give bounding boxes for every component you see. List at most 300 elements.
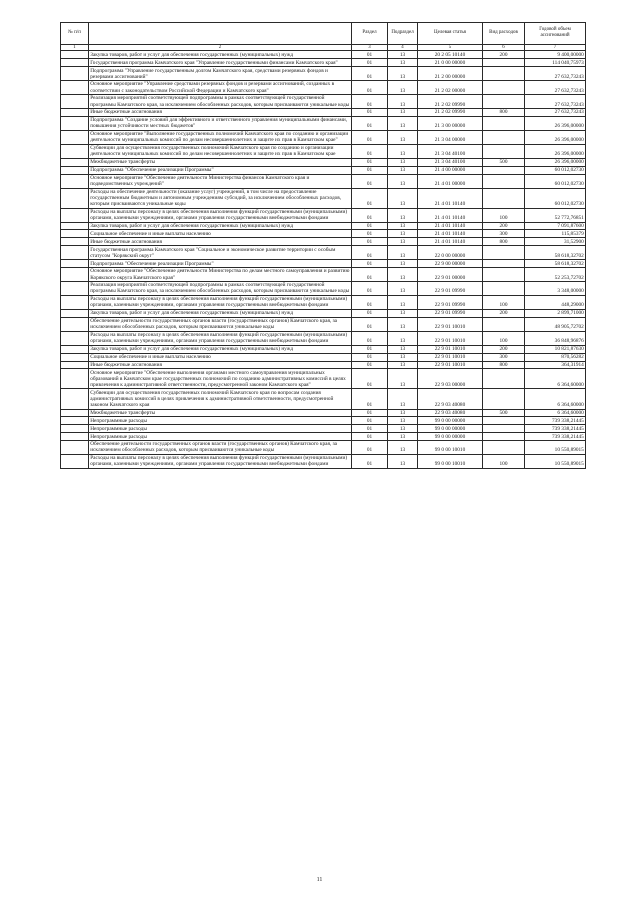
row-target-article-cell: 21 4 01 10140 — [418, 238, 483, 246]
column-number: 5 — [418, 44, 483, 51]
row-name-cell: Основное мероприятие "Управление средствами резервных фондов и резервами ассигнований, созданных в соответствии с законодательством Российской Федерации и Камчатского края" — [89, 81, 352, 95]
row-expense-type-cell — [483, 67, 525, 81]
table-row — [61, 409, 586, 417]
row-name-cell: Реализация мероприятий соответствующей подпрограммы в рамках соответствующей государственной программы Камчатского края, за исключением обособленных расходов, которым присваиваются уникальные коды — [89, 282, 352, 296]
row-name-cell: Подпрограмма "Создание условий для эффективного и ответственного управления муниципальными финансами, повышения устойчивости местных бюджетов" — [89, 116, 352, 130]
row-expense-type-cell: 200 — [483, 51, 525, 59]
table-row — [61, 331, 586, 345]
row-podrazdel-cell: 13 — [388, 67, 418, 81]
table-row — [61, 208, 586, 222]
row-target-article-cell: 22 9 00 00000 — [418, 260, 483, 268]
row-podrazdel-cell: 13 — [388, 433, 418, 441]
row-number-cell — [61, 81, 89, 95]
row-number-cell — [61, 441, 89, 455]
row-number-cell — [61, 67, 89, 81]
row-name-cell: Подпрограмма "Управление государственным долгом Камчатского края, средствами резервных фондов и резервами ассигнований" — [89, 67, 352, 81]
row-name-cell: Социальное обеспечение и иные выплаты населению — [89, 230, 352, 238]
table-row — [61, 317, 586, 331]
row-expense-type-cell — [483, 433, 525, 441]
row-podrazdel-cell: 13 — [388, 389, 418, 409]
header-name — [89, 23, 352, 45]
row-target-article-cell: 22 9 01 09990 — [418, 309, 483, 317]
table-row — [61, 282, 586, 296]
row-target-article-cell: 22 9 01 00000 — [418, 268, 483, 282]
row-name-cell: Закупка товаров, работ и услуг для обеспечения государственных (муниципальных) нужд — [89, 51, 352, 59]
table-row — [61, 309, 586, 317]
table-row — [61, 454, 586, 468]
row-razdel-cell: 01 — [352, 144, 388, 158]
row-razdel-cell: 01 — [352, 331, 388, 345]
row-expense-type-cell — [483, 441, 525, 455]
row-number-cell — [61, 268, 89, 282]
row-razdel-cell: 01 — [352, 81, 388, 95]
row-expense-type-cell — [483, 369, 525, 389]
row-sum-cell: 10 550,89015 — [525, 441, 586, 455]
column-number: 4 — [388, 44, 418, 51]
row-razdel-cell: 01 — [352, 51, 388, 59]
row-razdel-cell: 01 — [352, 166, 388, 174]
row-podrazdel-cell: 13 — [388, 425, 418, 433]
row-number-cell — [61, 425, 89, 433]
row-sum-cell: 31,52900 — [525, 238, 586, 246]
row-razdel-cell: 01 — [352, 454, 388, 468]
row-target-article-cell: 22 9 01 10010 — [418, 353, 483, 361]
column-number: 7 — [525, 44, 586, 51]
table-row — [61, 59, 586, 67]
row-name-cell: Государственная программа Камчатского края "Управление государственными финансами Камчатского края" — [89, 59, 352, 67]
row-expense-type-cell: 500 — [483, 409, 525, 417]
row-razdel-cell: 01 — [352, 361, 388, 369]
row-sum-cell: 36 848,96876 — [525, 331, 586, 345]
row-name-cell: Субвенции для осуществления государственных полномочий Камчатского края по вопросам создания административных комиссий в целях привлечения к административной ответственности, предусмотренной законом Камчатского края — [89, 389, 352, 409]
row-sum-cell: 6 364,60000 — [525, 389, 586, 409]
row-expense-type-cell: 100 — [483, 454, 525, 468]
row-expense-type-cell — [483, 425, 525, 433]
table-row — [61, 345, 586, 353]
row-expense-type-cell: 800 — [483, 238, 525, 246]
row-sum-cell: 7 091,87600 — [525, 222, 586, 230]
row-number-cell — [61, 246, 89, 260]
row-sum-cell: 9 400,00000 — [525, 51, 586, 59]
row-name-cell: Подпрограмма "Обеспечение реализации Программы" — [89, 166, 352, 174]
row-target-article-cell: 21 3 04 40100 — [418, 144, 483, 158]
row-target-article-cell: 21 2 02 00000 — [418, 81, 483, 95]
row-target-article-cell: 21 4 01 10140 — [418, 208, 483, 222]
row-sum-cell: 10 550,89015 — [525, 454, 586, 468]
row-sum-cell: 27 632,73243 — [525, 81, 586, 95]
row-razdel-cell: 01 — [352, 116, 388, 130]
row-name-cell: Закупка товаров, работ и услуг для обеспечения государственных (муниципальных) нужд — [89, 309, 352, 317]
row-razdel-cell: 01 — [352, 188, 388, 208]
row-name-cell: Иные бюджетные ассигнования — [89, 361, 352, 369]
row-sum-cell: 58 618,32702 — [525, 246, 586, 260]
row-sum-cell: 58 618,32702 — [525, 260, 586, 268]
row-razdel-cell: 01 — [352, 309, 388, 317]
table-row — [61, 130, 586, 144]
row-sum-cell: 448,29000 — [525, 295, 586, 309]
row-razdel-cell: 01 — [352, 317, 388, 331]
row-number-cell — [61, 208, 89, 222]
table-row — [61, 116, 586, 130]
row-podrazdel-cell: 13 — [388, 238, 418, 246]
row-razdel-cell: 01 — [352, 158, 388, 166]
table-row — [61, 246, 586, 260]
row-podrazdel-cell: 13 — [388, 309, 418, 317]
row-number-cell — [61, 158, 89, 166]
row-target-article-cell: 21 3 00 00000 — [418, 116, 483, 130]
row-razdel-cell: 01 — [352, 222, 388, 230]
row-expense-type-cell — [483, 282, 525, 296]
row-number-cell — [61, 454, 89, 468]
row-podrazdel-cell: 13 — [388, 295, 418, 309]
row-expense-type-cell — [483, 417, 525, 425]
row-target-article-cell: 21 4 01 10140 — [418, 188, 483, 208]
row-razdel-cell: 01 — [352, 417, 388, 425]
row-expense-type-cell — [483, 59, 525, 67]
row-expense-type-cell: 800 — [483, 361, 525, 369]
row-podrazdel-cell: 13 — [388, 345, 418, 353]
row-number-cell — [61, 166, 89, 174]
row-number-cell — [61, 260, 89, 268]
row-number-cell — [61, 369, 89, 389]
row-target-article-cell: 99 0 00 10010 — [418, 441, 483, 455]
row-target-article-cell: 21 2 02 09990 — [418, 95, 483, 109]
row-podrazdel-cell: 13 — [388, 208, 418, 222]
row-number-cell — [61, 309, 89, 317]
row-sum-cell: 6 364,60000 — [525, 409, 586, 417]
row-name-cell: Закупка товаров, работ и услуг для обеспечения государственных (муниципальных) нужд — [89, 345, 352, 353]
row-podrazdel-cell: 13 — [388, 353, 418, 361]
row-expense-type-cell: 300 — [483, 230, 525, 238]
budget-table-sheet — [60, 22, 585, 469]
row-name-cell: Расходы на выплаты персоналу в целях обеспечения выполнения функций государственными (муниципальными) органами, казенными учреждениями, органами управления государственными внебюджетными фондами — [89, 454, 352, 468]
table-row — [61, 361, 586, 369]
row-razdel-cell: 01 — [352, 95, 388, 109]
row-name-cell: Социальное обеспечение и иные выплаты населению — [89, 353, 352, 361]
row-name-cell: Основное мероприятие "Обеспечение деятельности Министерства по делам местного самоуправления и развитию Корякского округа Камчатского края" — [89, 268, 352, 282]
table-row — [61, 67, 586, 81]
table-row — [61, 238, 586, 246]
row-target-article-cell: 22 9 01 10010 — [418, 331, 483, 345]
row-target-article-cell: 99 0 00 00000 — [418, 425, 483, 433]
row-name-cell: Подпрограмма "Обеспечение реализации Программы" — [89, 260, 352, 268]
row-target-article-cell: 21 4 00 00000 — [418, 166, 483, 174]
table-row — [61, 417, 586, 425]
row-name-cell: Межбюджетные трансферты — [89, 158, 352, 166]
row-target-article-cell: 22 9 01 09990 — [418, 282, 483, 296]
row-target-article-cell: 22 9 03 40080 — [418, 389, 483, 409]
header-row — [61, 23, 586, 45]
row-number-cell — [61, 331, 89, 345]
column-number-row — [61, 44, 586, 51]
table-row — [61, 95, 586, 109]
row-razdel-cell: 01 — [352, 441, 388, 455]
row-podrazdel-cell: 13 — [388, 331, 418, 345]
table-row — [61, 268, 586, 282]
table-row — [61, 174, 586, 188]
row-target-article-cell: 99 0 00 00000 — [418, 417, 483, 425]
row-expense-type-cell — [483, 144, 525, 158]
row-expense-type-cell: 200 — [483, 222, 525, 230]
budget-table — [60, 22, 586, 469]
row-expense-type-cell: 300 — [483, 353, 525, 361]
row-podrazdel-cell: 13 — [388, 174, 418, 188]
row-target-article-cell: 22 9 01 10010 — [418, 345, 483, 353]
row-podrazdel-cell: 13 — [388, 158, 418, 166]
row-expense-type-cell: 200 — [483, 345, 525, 353]
row-sum-cell: 27 632,73243 — [525, 95, 586, 109]
row-podrazdel-cell: 13 — [388, 230, 418, 238]
row-expense-type-cell — [483, 95, 525, 109]
row-sum-cell: 26 396,00000 — [525, 130, 586, 144]
row-podrazdel-cell: 13 — [388, 95, 418, 109]
row-name-cell: Обеспечение деятельности государственных органов власти (государственных органов) Камчатского края, за исключением обособленных расходов, которым присваиваются уникальные коды — [89, 317, 352, 331]
row-name-cell: Непрограммные расходы — [89, 425, 352, 433]
row-razdel-cell: 01 — [352, 230, 388, 238]
page-number: 11 — [316, 877, 323, 883]
row-number-cell — [61, 317, 89, 331]
row-name-cell: Государственная программа Камчатского края "Социальное и экономическое развитие территории с особым статусом "Корякский округ" — [89, 246, 352, 260]
row-name-cell: Расходы на выплаты персоналу в целях обеспечения выполнения функций государственными (муниципальными) органами, казенными учреждениями, органами управления государственными внебюджетными фондами — [89, 295, 352, 309]
row-razdel-cell: 01 — [352, 282, 388, 296]
row-podrazdel-cell: 13 — [388, 246, 418, 260]
row-razdel-cell: 01 — [352, 268, 388, 282]
row-sum-cell: 739 338,21445 — [525, 425, 586, 433]
header-annual-volume: Годовой объем ассигнований — [525, 23, 586, 45]
row-expense-type-cell: 100 — [483, 208, 525, 222]
row-number-cell — [61, 230, 89, 238]
row-razdel-cell: 01 — [352, 260, 388, 268]
row-target-article-cell: 21 4 01 10140 — [418, 222, 483, 230]
row-podrazdel-cell: 13 — [388, 282, 418, 296]
row-sum-cell: 60 012,02730 — [525, 174, 586, 188]
row-number-cell — [61, 144, 89, 158]
row-sum-cell: 870,56282 — [525, 353, 586, 361]
row-number-cell — [61, 59, 89, 67]
row-target-article-cell: 21 3 04 00000 — [418, 130, 483, 144]
column-number: 2 — [89, 44, 352, 51]
row-number-cell — [61, 345, 89, 353]
row-expense-type-cell — [483, 174, 525, 188]
row-number-cell — [61, 116, 89, 130]
row-sum-cell: 48 905,72702 — [525, 317, 586, 331]
row-podrazdel-cell: 13 — [388, 317, 418, 331]
row-number-cell — [61, 174, 89, 188]
table-row — [61, 369, 586, 389]
column-number: 3 — [352, 44, 388, 51]
row-podrazdel-cell: 13 — [388, 166, 418, 174]
row-target-article-cell: 99 0 00 00000 — [418, 433, 483, 441]
row-razdel-cell: 01 — [352, 433, 388, 441]
row-name-cell: Непрограммные расходы — [89, 433, 352, 441]
row-name-cell: Расходы на выплаты персоналу в целях обеспечения выполнения функций государственными (муниципальными) органами, казенными учреждениями, органами управления государственными внебюджетными фондами — [89, 331, 352, 345]
row-expense-type-cell — [483, 268, 525, 282]
row-target-article-cell: 21 4 01 00000 — [418, 174, 483, 188]
row-expense-type-cell — [483, 81, 525, 95]
table-row — [61, 230, 586, 238]
row-razdel-cell: 01 — [352, 208, 388, 222]
table-row — [61, 353, 586, 361]
row-target-article-cell: 22 9 03 40080 — [418, 409, 483, 417]
row-expense-type-cell: 800 — [483, 109, 525, 117]
table-row — [61, 389, 586, 409]
row-expense-type-cell — [483, 317, 525, 331]
table-body — [61, 51, 586, 469]
row-razdel-cell: 01 — [352, 238, 388, 246]
row-podrazdel-cell: 13 — [388, 144, 418, 158]
row-razdel-cell: 01 — [352, 59, 388, 67]
row-target-article-cell: 22 9 01 10010 — [418, 361, 483, 369]
row-expense-type-cell — [483, 116, 525, 130]
row-expense-type-cell — [483, 166, 525, 174]
row-podrazdel-cell: 13 — [388, 222, 418, 230]
row-razdel-cell: 01 — [352, 130, 388, 144]
row-number-cell — [61, 417, 89, 425]
table-row — [61, 260, 586, 268]
row-sum-cell: 27 632,73243 — [525, 67, 586, 81]
table-row — [61, 441, 586, 455]
row-number-cell — [61, 95, 89, 109]
row-name-cell: Межбюджетные трансферты — [89, 409, 352, 417]
row-podrazdel-cell: 13 — [388, 109, 418, 117]
header-razdel: Раздел — [352, 23, 388, 45]
row-podrazdel-cell: 13 — [388, 369, 418, 389]
row-name-cell: Расходы на выплаты персоналу в целях обеспечения выполнения функций государственными (муниципальными) органами, казенными учреждениями, органами управления государственными внебюджетными фондами — [89, 208, 352, 222]
row-number-cell — [61, 130, 89, 144]
row-sum-cell: 60 012,02730 — [525, 188, 586, 208]
row-number-cell — [61, 433, 89, 441]
row-expense-type-cell: 500 — [483, 158, 525, 166]
row-expense-type-cell — [483, 246, 525, 260]
row-number-cell — [61, 361, 89, 369]
row-podrazdel-cell: 13 — [388, 441, 418, 455]
row-name-cell: Основное мероприятие "Обеспечение деятельности Министерства финансов Камчатского края и подведомственных учреждений" — [89, 174, 352, 188]
row-name-cell: Основное мероприятие "Обеспечение выполнения органами местного самоуправления муниципальных образований в Камчатском крае государственных полномочий по созданию административных комиссий в целях привлечения к административной ответственности, предусмотренной законом Камчатского края" — [89, 369, 352, 389]
row-target-article-cell: 21 2 02 09990 — [418, 109, 483, 117]
row-number-cell — [61, 409, 89, 417]
table-row — [61, 295, 586, 309]
row-sum-cell: 52 253,72702 — [525, 268, 586, 282]
row-name-cell: Обеспечение деятельности государственных органов власти (государственных органов) Камчатского края, за исключением обособленных расходов, которым присваиваются уникальные коды — [89, 441, 352, 455]
table-row — [61, 433, 586, 441]
table-row — [61, 158, 586, 166]
row-sum-cell: 2 899,71000 — [525, 309, 586, 317]
row-number-cell — [61, 238, 89, 246]
table-row — [61, 109, 586, 117]
column-number: 1 — [61, 44, 89, 51]
row-expense-type-cell — [483, 188, 525, 208]
row-number-cell — [61, 389, 89, 409]
table-row — [61, 51, 586, 59]
row-podrazdel-cell: 13 — [388, 81, 418, 95]
row-number-cell — [61, 222, 89, 230]
table-row — [61, 222, 586, 230]
column-number: 6 — [483, 44, 525, 51]
row-razdel-cell: 01 — [352, 109, 388, 117]
row-sum-cell: 27 632,73243 — [525, 109, 586, 117]
row-expense-type-cell: 100 — [483, 295, 525, 309]
row-target-article-cell: 99 0 00 10010 — [418, 454, 483, 468]
row-sum-cell: 6 364,60000 — [525, 369, 586, 389]
row-sum-cell: 52 772,76851 — [525, 208, 586, 222]
row-number-cell — [61, 282, 89, 296]
row-razdel-cell: 01 — [352, 409, 388, 417]
header-podrazdel: Подраздел — [388, 23, 418, 45]
row-sum-cell: 115,85379 — [525, 230, 586, 238]
header-number: № п/п — [61, 23, 89, 45]
row-name-cell: Непрограммные расходы — [89, 417, 352, 425]
row-number-cell — [61, 295, 89, 309]
row-name-cell: Закупка товаров, работ и услуг для обеспечения государственных (муниципальных) нужд — [89, 222, 352, 230]
row-podrazdel-cell: 13 — [388, 51, 418, 59]
row-target-article-cell: 22 0 00 00000 — [418, 246, 483, 260]
row-sum-cell: 60 012,02730 — [525, 166, 586, 174]
row-podrazdel-cell: 13 — [388, 116, 418, 130]
row-podrazdel-cell: 13 — [388, 260, 418, 268]
row-sum-cell: 739 338,21445 — [525, 417, 586, 425]
row-razdel-cell: 01 — [352, 67, 388, 81]
row-name-cell: Иные бюджетные ассигнования — [89, 238, 352, 246]
row-razdel-cell: 01 — [352, 246, 388, 260]
row-sum-cell: 26 396,00000 — [525, 158, 586, 166]
row-razdel-cell: 01 — [352, 389, 388, 409]
row-sum-cell: 26 396,00000 — [525, 116, 586, 130]
row-expense-type-cell — [483, 260, 525, 268]
row-name-cell: Иные бюджетные ассигнования — [89, 109, 352, 117]
row-podrazdel-cell: 13 — [388, 454, 418, 468]
row-name-cell: Расходы на обеспечение деятельности (оказание услуг) учреждений, в том числе на предоставление государственным бюджетным и автономным учреждениям субсидий, за исключением обособленных расходов, которым присваиваются уникальные коды — [89, 188, 352, 208]
table-row — [61, 166, 586, 174]
row-number-cell — [61, 109, 89, 117]
row-podrazdel-cell: 13 — [388, 59, 418, 67]
row-target-article-cell: 22 9 03 00000 — [418, 369, 483, 389]
row-number-cell — [61, 353, 89, 361]
row-target-article-cell: 20 2 05 10140 — [418, 51, 483, 59]
header-target-article: Целевая статья — [418, 23, 483, 45]
row-target-article-cell: 21 4 01 10140 — [418, 230, 483, 238]
row-expense-type-cell: 200 — [483, 309, 525, 317]
row-sum-cell: 26 396,00000 — [525, 144, 586, 158]
row-razdel-cell: 01 — [352, 174, 388, 188]
row-expense-type-cell — [483, 389, 525, 409]
row-razdel-cell: 01 — [352, 353, 388, 361]
row-podrazdel-cell: 13 — [388, 409, 418, 417]
row-target-article-cell: 21 2 00 00000 — [418, 67, 483, 81]
table-row — [61, 425, 586, 433]
row-podrazdel-cell: 13 — [388, 268, 418, 282]
row-name-cell: Субвенции для осуществления государственных полномочий Камчатского края по созданию и организации деятельности муниципальных комиссий по делам несовершеннолетних и защите их прав в Камчатском крае — [89, 144, 352, 158]
row-sum-cell: 3 348,00000 — [525, 282, 586, 296]
row-podrazdel-cell: 13 — [388, 417, 418, 425]
row-razdel-cell: 01 — [352, 295, 388, 309]
row-number-cell — [61, 51, 89, 59]
row-target-article-cell: 21 3 04 40100 — [418, 158, 483, 166]
row-target-article-cell: 21 0 00 00000 — [418, 59, 483, 67]
row-podrazdel-cell: 13 — [388, 130, 418, 144]
row-razdel-cell: 01 — [352, 425, 388, 433]
row-expense-type-cell: 100 — [483, 331, 525, 345]
table-row — [61, 144, 586, 158]
row-sum-cell: 364,31914 — [525, 361, 586, 369]
row-number-cell — [61, 188, 89, 208]
row-expense-type-cell — [483, 130, 525, 144]
row-razdel-cell: 01 — [352, 345, 388, 353]
row-podrazdel-cell: 13 — [388, 188, 418, 208]
row-sum-cell: 114 040,75973 — [525, 59, 586, 67]
header-expense-type: Вид расходов — [483, 23, 525, 45]
table-row — [61, 188, 586, 208]
row-name-cell: Основное мероприятие "Выполнение государственных полномочий Камчатского края по созданию и организации деятельности муниципальных комиссий по делам несовершеннолетних и защите их прав в Камчатском крае" — [89, 130, 352, 144]
